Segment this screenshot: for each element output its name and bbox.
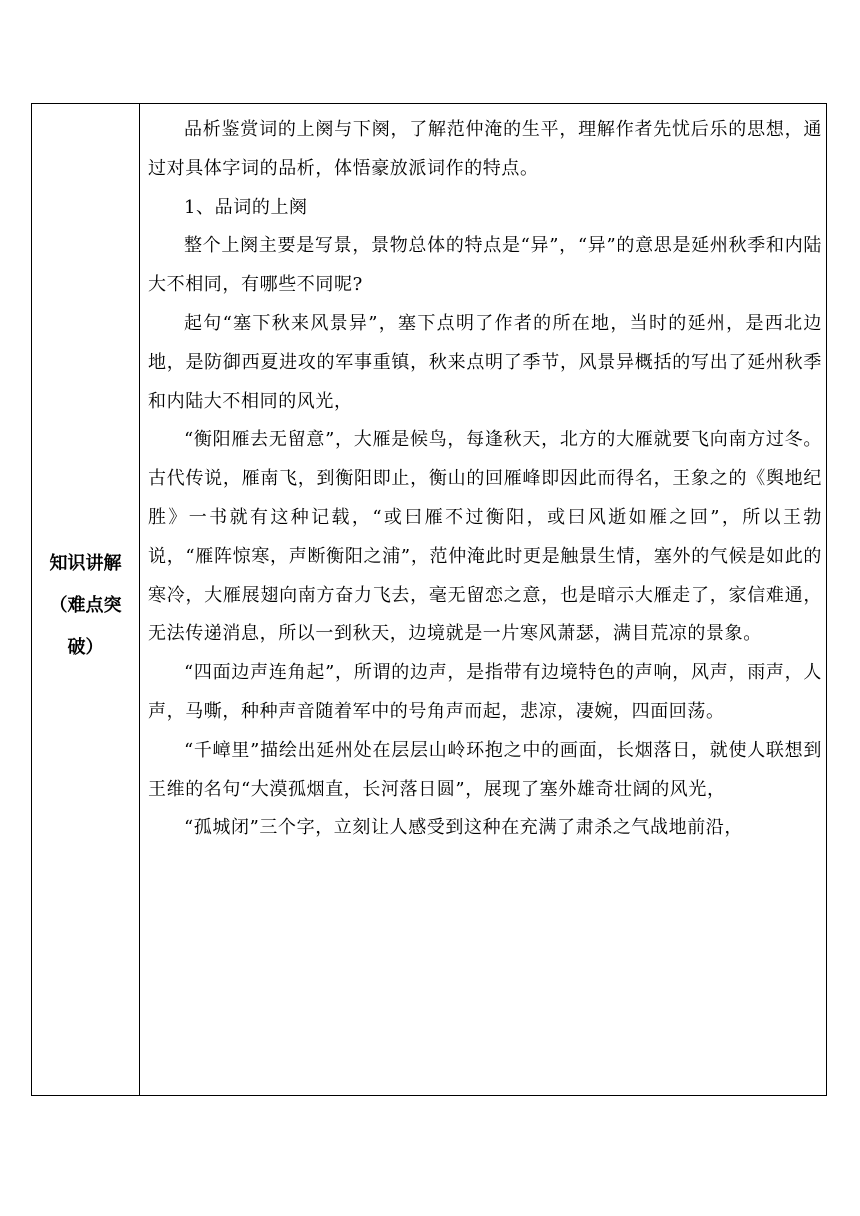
paragraph-line-2: “衡阳雁去无留意”，大雁是候鸟，每逢秋天，北方的大雁就要飞向南方过冬。古代传说，雁南飞，到衡阳即止，衡山的回雁峰即因此而得名，王象之的《舆地纪胜》一书就有这种记载，“或曰雁不过衡阳，或曰风逝如雁之回”，所以王勃说，“雁阵惊寒，声断衡阳之浦”，范仲淹此时更是触景生情，塞外的气候是如此的寒冷，大雁展翅向南方奋力飞去，毫无留恋之意，也是暗示大雁走了，家信难通，无法传递消息，所以一到秋天，边境就是一片寒风萧瑟，满目荒凉的景象。 xyxy=(148,429,822,645)
section-label-cell xyxy=(32,104,140,1095)
paragraph-line-5: “孤城闭”三个字，立刻让人感受到这种在充满了肃杀之气战地前沿， xyxy=(184,817,744,839)
paragraph-line-4: “千嶂里”描绘出延州处在层层山岭环抱之中的画面，长烟落日，就使人联想到王维的名句“大漠孤烟直，长河落日圆”，展现了塞外雄奇壮阔的风光， xyxy=(148,739,822,800)
paragraph-overview: 整个上阕主要是写景，景物总体的特点是“异”，“异”的意思是延州秋季和内陆大不相同，有哪些不同呢? xyxy=(148,235,822,296)
section-label-line-1: 知识讲解 xyxy=(49,552,122,574)
paragraph-line-3: “四面边声连角起”，所谓的边声，是指带有边境特色的声响，风声，雨声，人声，马嘶，种种声音随着军中的号角声而起，悲凉，凄婉，四面回荡。 xyxy=(148,662,822,722)
section-label-line-2: （难点突 xyxy=(49,594,122,616)
lesson-table xyxy=(31,103,827,1096)
paragraph-heading-upper-stanza: 1、品词的上阕 xyxy=(184,196,308,218)
paragraph-line-1: 起句“塞下秋来风景异”，塞下点明了作者的所在地，当时的延州，是西北边地，是防御西夏进攻的军事重镇，秋来点明了季节，风景异概括的写出了延州秋季和内陆大不相同的风光， xyxy=(148,312,822,412)
paragraph-intro: 品析鉴赏词的上阕与下阕，了解范仲淹的生平，理解作者先忧后乐的思想，通过对具体字词的品析，体悟豪放派词作的特点。 xyxy=(148,119,822,179)
content-cell xyxy=(140,104,826,1095)
section-label-line-3: 破） xyxy=(67,636,104,658)
